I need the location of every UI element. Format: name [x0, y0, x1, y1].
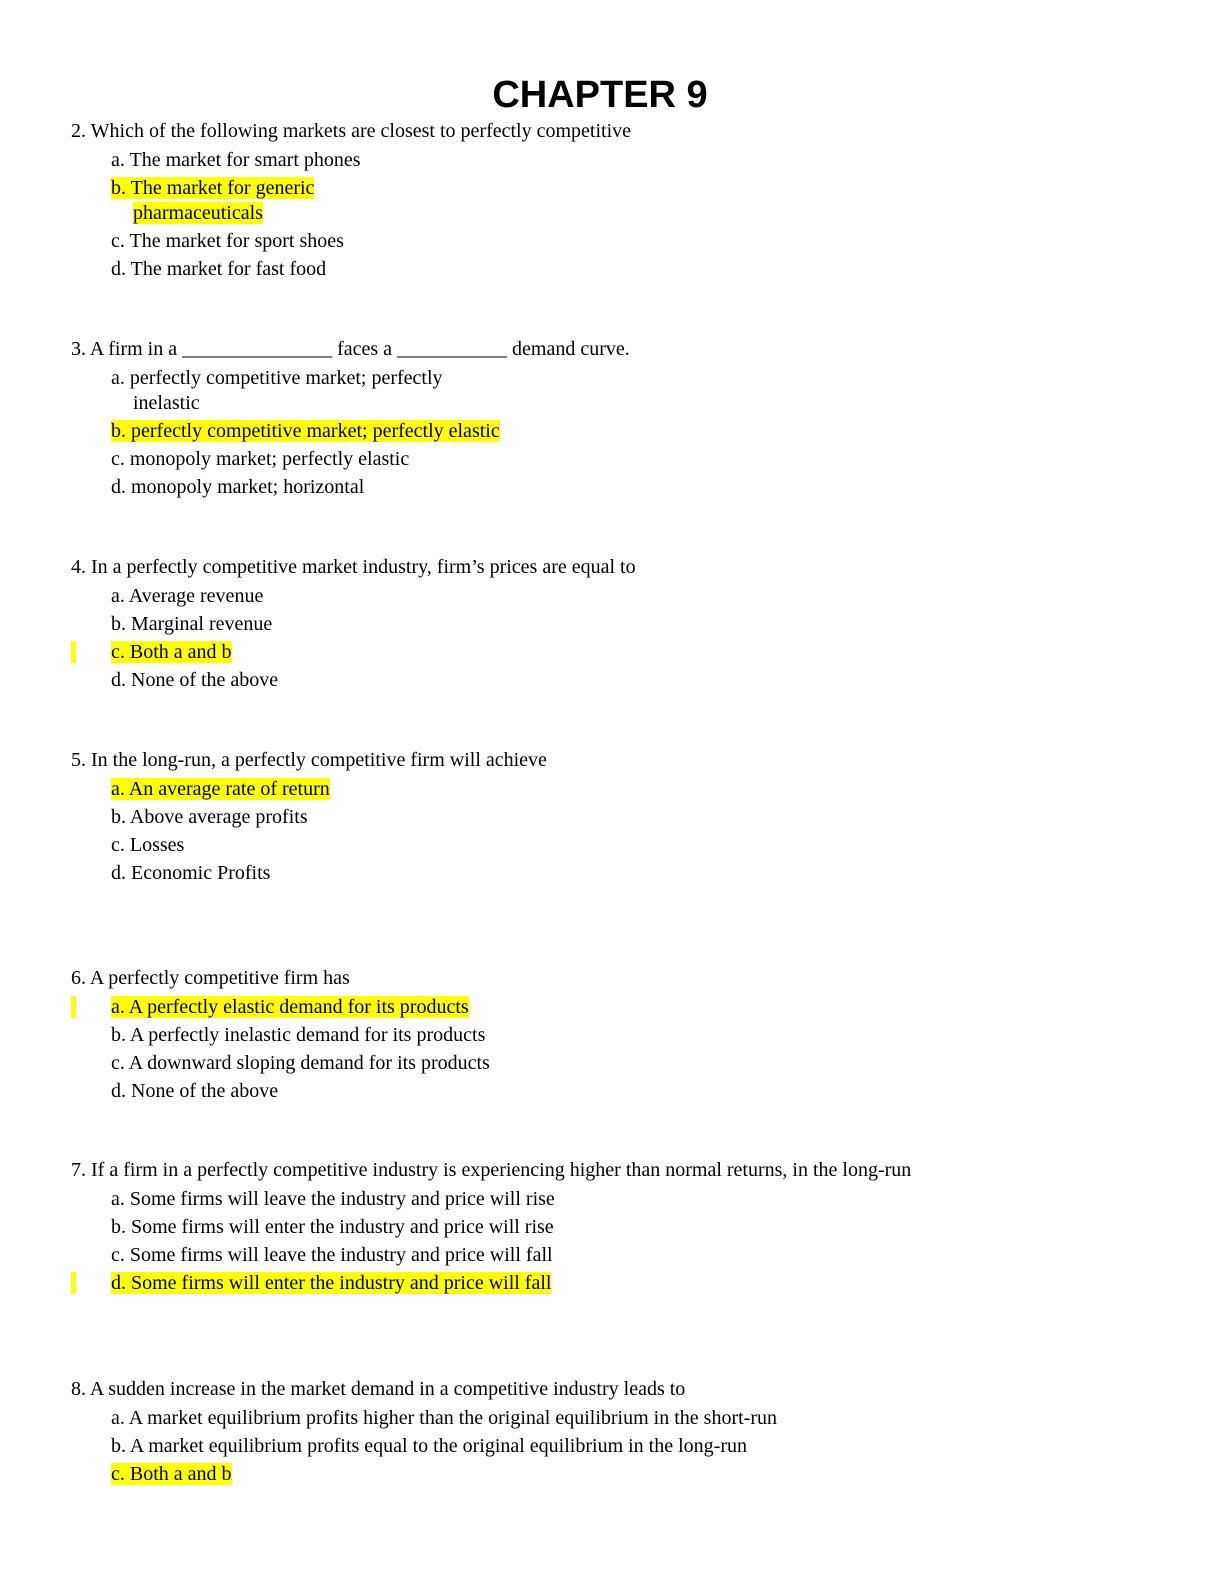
option-text: c. Some firms will leave the industry and price will fall	[111, 1244, 553, 1266]
question-stem: 3. A firm in a _______________ faces a ___________ demand curve.	[71, 338, 630, 360]
answer-option	[71, 1023, 1191, 1048]
question-stem: 5. In the long-run, a perfectly competitive firm will achieve	[71, 749, 547, 771]
option-text: d. Economic Profits	[111, 862, 271, 884]
answer-option	[71, 257, 1191, 282]
answer-option	[71, 1406, 1191, 1431]
option-text: a. Average revenue	[111, 585, 264, 607]
option-text: b. A market equilibrium profits equal to the original equilibrium in the long-run	[111, 1435, 747, 1457]
answer-option	[71, 612, 1191, 637]
answer-option	[71, 668, 1191, 693]
option-text: c. A downward sloping demand for its products	[111, 1052, 490, 1074]
question-8	[71, 1375, 1191, 1490]
option-text: a. The market for smart phones	[111, 149, 361, 171]
answer-option	[71, 1215, 1191, 1240]
answer-option-highlighted	[71, 1271, 1191, 1296]
question-stem: 8. A sudden increase in the market demand in a competitive industry leads to	[71, 1378, 686, 1400]
option-text: b. Above average profits	[111, 806, 308, 828]
option-text: c. Losses	[111, 834, 185, 856]
answer-option	[71, 475, 1191, 500]
option-text: b. A perfectly inelastic demand for its products	[111, 1024, 486, 1046]
option-text: d. The market for fast food	[111, 258, 327, 280]
question-3	[71, 335, 1191, 503]
answer-option	[71, 833, 1191, 858]
option-text: d. None of the above	[111, 669, 279, 691]
option-text: d. monopoly market; horizontal	[111, 476, 365, 498]
option-text: d. Some firms will enter the industry and price will fall	[111, 1272, 552, 1294]
answer-option	[71, 1434, 1191, 1459]
answer-option	[71, 1079, 1191, 1104]
answer-option	[71, 148, 1191, 173]
answer-option	[71, 1187, 1191, 1212]
answer-option	[71, 447, 1191, 472]
answer-option	[71, 584, 1191, 609]
question-6	[71, 964, 1191, 1107]
answer-option	[71, 1051, 1191, 1076]
option-text: a. An average rate of return	[111, 778, 330, 800]
option-text: c. monopoly market; perfectly elastic	[111, 448, 410, 470]
question-stem: 4. In a perfectly competitive market industry, firm’s prices are equal to	[71, 556, 636, 578]
option-text: a. A market equilibrium profits higher than the original equilibrium in the short-run	[111, 1407, 777, 1429]
question-stem: 7. If a firm in a perfectly competitive industry is experiencing higher than normal returns, in the long-run	[71, 1159, 912, 1181]
option-text: b. The market for generic pharmaceuticals	[111, 177, 315, 224]
change-marker	[71, 1272, 76, 1294]
question-2	[71, 117, 1191, 285]
question-stem: 6. A perfectly competitive firm has	[71, 967, 350, 989]
answer-option-highlighted	[71, 777, 1191, 802]
option-text: b. perfectly competitive market; perfectly elastic	[111, 420, 500, 442]
answer-option-highlighted	[71, 995, 1191, 1020]
answer-option-highlighted	[71, 419, 1191, 444]
answer-option	[71, 1243, 1191, 1268]
question-stem: 2. Which of the following markets are closest to perfectly competitive	[71, 120, 632, 142]
option-text: c. The market for sport shoes	[111, 230, 344, 252]
option-text: a. Some firms will leave the industry and price will rise	[111, 1188, 555, 1210]
answer-option-highlighted	[71, 176, 1191, 226]
page-title: CHAPTER 9	[492, 74, 708, 116]
change-marker	[71, 996, 76, 1018]
option-text: c. Both a and b	[111, 641, 232, 663]
question-7	[71, 1156, 1191, 1299]
option-text: a. perfectly competitive market; perfectly inelastic	[111, 367, 443, 414]
question-5	[71, 746, 1191, 889]
answer-option-highlighted	[71, 640, 1191, 665]
answer-option	[71, 805, 1191, 830]
option-text: c. Both a and b	[111, 1463, 232, 1485]
answer-option	[71, 366, 1191, 416]
answer-option-highlighted	[71, 1462, 1191, 1487]
answer-option	[71, 229, 1191, 254]
change-marker	[71, 641, 76, 663]
question-4	[71, 553, 1191, 696]
option-text: d. None of the above	[111, 1080, 279, 1102]
option-text: b. Marginal revenue	[111, 613, 273, 635]
option-text: a. A perfectly elastic demand for its products	[111, 996, 469, 1018]
option-text: b. Some firms will enter the industry and price will rise	[111, 1216, 554, 1238]
answer-option	[71, 861, 1191, 886]
